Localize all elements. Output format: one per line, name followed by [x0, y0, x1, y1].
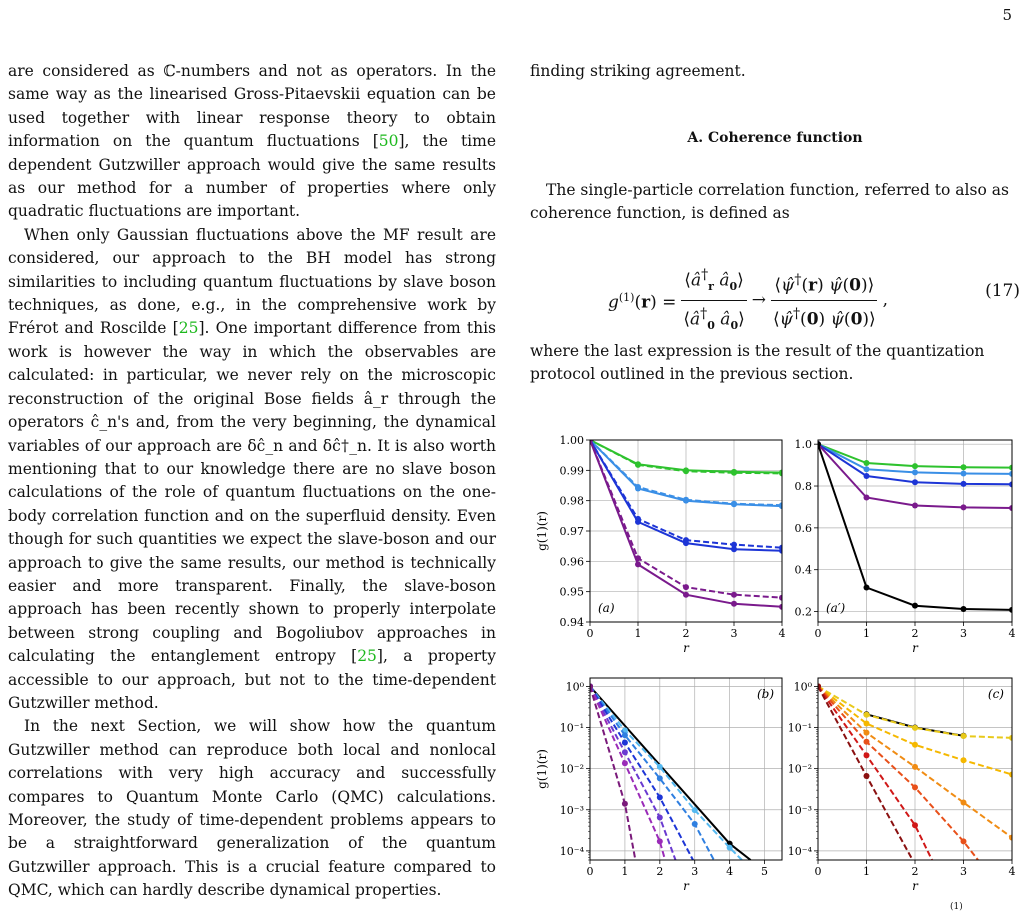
data-point — [912, 822, 918, 828]
data-point — [912, 469, 918, 475]
x-axis-label: r — [683, 641, 689, 655]
x-tick-label: 3 — [960, 865, 967, 878]
chart-panel-1 — [535, 434, 786, 655]
data-point — [864, 721, 870, 727]
y-tick-label: 1.0 — [794, 438, 812, 452]
data-point — [635, 555, 641, 561]
data-point — [622, 801, 628, 807]
y-tick-label: 10⁰ — [793, 680, 812, 694]
data-point — [864, 460, 870, 466]
data-point — [635, 462, 641, 468]
data-point — [864, 752, 870, 758]
x-tick-label: 1 — [621, 865, 629, 878]
data-point — [622, 740, 628, 746]
page-number: 5 — [1002, 6, 1012, 24]
data-point — [731, 592, 737, 598]
x-tick-label: 2 — [911, 627, 919, 640]
data-point — [864, 739, 870, 745]
left-column — [8, 60, 496, 903]
data-point — [961, 800, 967, 806]
x-tick-label: 2 — [682, 627, 690, 640]
data-point — [864, 495, 870, 501]
y-tick-label: 0.8 — [794, 480, 812, 494]
data-point — [692, 821, 698, 827]
panel-label: (c) — [987, 687, 1004, 701]
x-tick-label: 4 — [1008, 627, 1016, 640]
citation-link[interactable]: 25 — [357, 647, 377, 666]
x-tick-label: 1 — [863, 627, 870, 640]
data-point — [912, 764, 918, 770]
data-point — [692, 807, 698, 813]
data-point — [912, 479, 918, 485]
y-axis-label: g(1)(r) — [535, 749, 549, 789]
x-tick-label: 0 — [586, 865, 594, 878]
data-point — [731, 601, 737, 607]
x-axis-label: r — [912, 879, 918, 893]
y-tick-label: 10⁻⁴ — [787, 844, 812, 858]
intro-line: finding striking agreement. — [530, 62, 746, 80]
data-point — [635, 484, 641, 490]
data-point — [912, 603, 918, 609]
equation-number: (17) — [985, 280, 1020, 301]
y-tick-label: 10⁰ — [565, 680, 584, 694]
x-tick-label: 4 — [1008, 865, 1016, 878]
y-tick-label: 0.98 — [559, 494, 584, 508]
x-tick-label: 3 — [730, 627, 738, 640]
equation-body: $g^{(1)}(r)$ = $\frac{⟨â^\dagger_r â_0⟩}{⟨â^\dagger_0 â_0⟩}$ → $\frac{⟨\psî^\dagger(r) \psî(0)⟩}{⟨\psî^\dagger(0) \psî(0)⟩}$ , — [608, 264, 888, 338]
y-tick-label: 0.94 — [559, 616, 584, 629]
data-point — [657, 814, 663, 820]
data-point — [912, 502, 918, 508]
x-tick-label: 5 — [761, 865, 769, 878]
y-tick-label: 10⁻³ — [559, 803, 584, 817]
y-tick-label: 0.96 — [559, 555, 584, 569]
data-point — [961, 470, 967, 476]
x-axis-label: r — [912, 641, 918, 655]
data-point — [731, 542, 737, 548]
y-axis-label: g(1)(r) — [535, 511, 549, 551]
data-point — [961, 757, 967, 763]
chart-panel-4 — [788, 678, 1016, 893]
data-point — [864, 712, 870, 718]
paragraph-1: are considered as ℂ-numbers and not as operators. In the same way as the linearised Gross-Pitaevskii equation can be used together with linear response theory to obtain information on the quantum fluctuations [50], the time dependent Gutzwiller approach would give the same results as our method for a number of properties where only quadratic fluctuations are important. — [8, 62, 496, 221]
x-tick-label: 1 — [863, 865, 870, 878]
data-point — [622, 749, 628, 755]
y-tick-label: 10⁻² — [559, 762, 584, 776]
data-point — [864, 473, 870, 479]
data-point — [683, 497, 689, 503]
equation-17 — [530, 252, 1020, 332]
data-point — [961, 504, 967, 510]
data-point — [622, 732, 628, 738]
x-tick-label: 0 — [814, 865, 822, 878]
panel-label: (a) — [598, 601, 615, 615]
paragraph-3: In the next Section, we will show how the quantum Gutzwiller method can reproduce both local and nonlocal correlations with very high accuracy and successfully compares to Quantum Monte Carlo (QMC) calculations. Moreover, the study of time-dependent problems appears to be a straightforward generalization of the quantum Gutzwiller approach. This is a crucial feature compared to QMC, which can hardly describe dynamical properties. — [8, 717, 496, 900]
x-tick-label: 4 — [778, 627, 786, 640]
footer-fragment: (1) — [950, 902, 963, 912]
section-title: A. Coherence function — [687, 130, 863, 147]
data-point — [864, 584, 870, 590]
figure-coherence — [530, 428, 1028, 920]
data-point — [961, 464, 967, 470]
citation-link[interactable]: 25 — [178, 319, 199, 338]
data-point — [912, 725, 918, 731]
data-point — [683, 592, 689, 598]
coherence-paragraph: The single-particle correlation function, referred to also as coherence function, is defined as — [530, 180, 1009, 223]
data-point — [683, 468, 689, 474]
data-point — [864, 730, 870, 736]
right-column — [530, 60, 1020, 386]
data-point — [961, 606, 967, 612]
data-point — [912, 463, 918, 469]
panel-label: (b) — [756, 687, 774, 701]
chart-panel-2 — [795, 438, 1016, 655]
y-tick-label: 10⁻⁴ — [559, 844, 584, 858]
data-point — [635, 516, 641, 522]
paragraph-2: When only Gaussian fluctuations above the MF result are considered, our approach to the BH model has strong similarities to including quantum fluctuations by slave boson techniques, as done, e.g., in the comprehensive work by Frérot and Roscilde [25]. One important difference from this work is however the way in which the observables are calculated: in particular, we never rely on the microscopic reconstruction of the original Bose fields â_r through the operators ĉ_n's and, from the very beginning, the dynamical variables of our approach are δĉ_n and δĉ†_n. It is also worth mentioning that to our knowledge there are no slave boson calculations of the role of quantum fluctuations on the one-body correlation function and on the superfluid density. Even though for such quantities we expect the slave-boson and our approach to give the same results, our method is technically easier and more transparent. Finally, the slave-boson approach has been recently shown to properly interpolate between strong coupling and Bogoliubov approaches in calculating the entanglement entropy [25], a property accessible to our approach, but not to the time-dependent Gutzwiller method. — [8, 225, 496, 712]
data-point — [657, 794, 663, 800]
citation-link[interactable]: 50 — [378, 132, 399, 151]
data-point — [731, 470, 737, 476]
x-tick-label: 3 — [960, 627, 967, 640]
y-tick-label: 10⁻³ — [787, 803, 812, 817]
x-tick-label: 3 — [691, 865, 699, 878]
data-point — [961, 481, 967, 487]
plot-area — [590, 678, 782, 860]
data-point — [657, 764, 663, 770]
data-point — [635, 561, 641, 567]
y-tick-label: 10⁻¹ — [787, 721, 812, 735]
data-point — [864, 773, 870, 779]
y-tick-label: 10⁻¹ — [559, 721, 584, 735]
x-tick-label: 0 — [814, 627, 822, 640]
data-point — [731, 501, 737, 507]
x-tick-label: 0 — [586, 627, 594, 640]
x-axis-label: r — [683, 879, 689, 893]
data-point — [657, 838, 663, 844]
data-point — [657, 775, 663, 781]
figure-svg — [530, 428, 1028, 916]
y-tick-label: 0.2 — [794, 605, 812, 619]
x-tick-label: 4 — [726, 865, 734, 878]
after-equation-paragraph: where the last expression is the result of the quantization protocol outlined in the previous section. — [530, 341, 985, 384]
x-tick-label: 1 — [634, 627, 642, 640]
y-tick-label: 0.97 — [559, 525, 584, 538]
data-point — [683, 584, 689, 590]
y-tick-label: 0.99 — [559, 464, 584, 478]
y-tick-label: 0.95 — [559, 585, 584, 599]
data-point — [961, 838, 967, 844]
data-point — [912, 784, 918, 790]
chart-panel-3 — [535, 678, 782, 893]
data-point — [683, 537, 689, 543]
x-tick-label: 2 — [911, 865, 919, 878]
y-tick-label: 0.6 — [794, 521, 812, 535]
y-tick-label: 0.4 — [794, 563, 812, 577]
data-point — [622, 760, 628, 766]
data-point — [864, 466, 870, 472]
y-tick-label: 1.00 — [559, 434, 584, 447]
data-point — [727, 845, 733, 851]
panel-label: (a′) — [826, 601, 846, 615]
data-point — [961, 733, 967, 739]
data-point — [912, 742, 918, 748]
y-tick-label: 10⁻² — [787, 762, 812, 776]
x-tick-label: 2 — [656, 865, 664, 878]
